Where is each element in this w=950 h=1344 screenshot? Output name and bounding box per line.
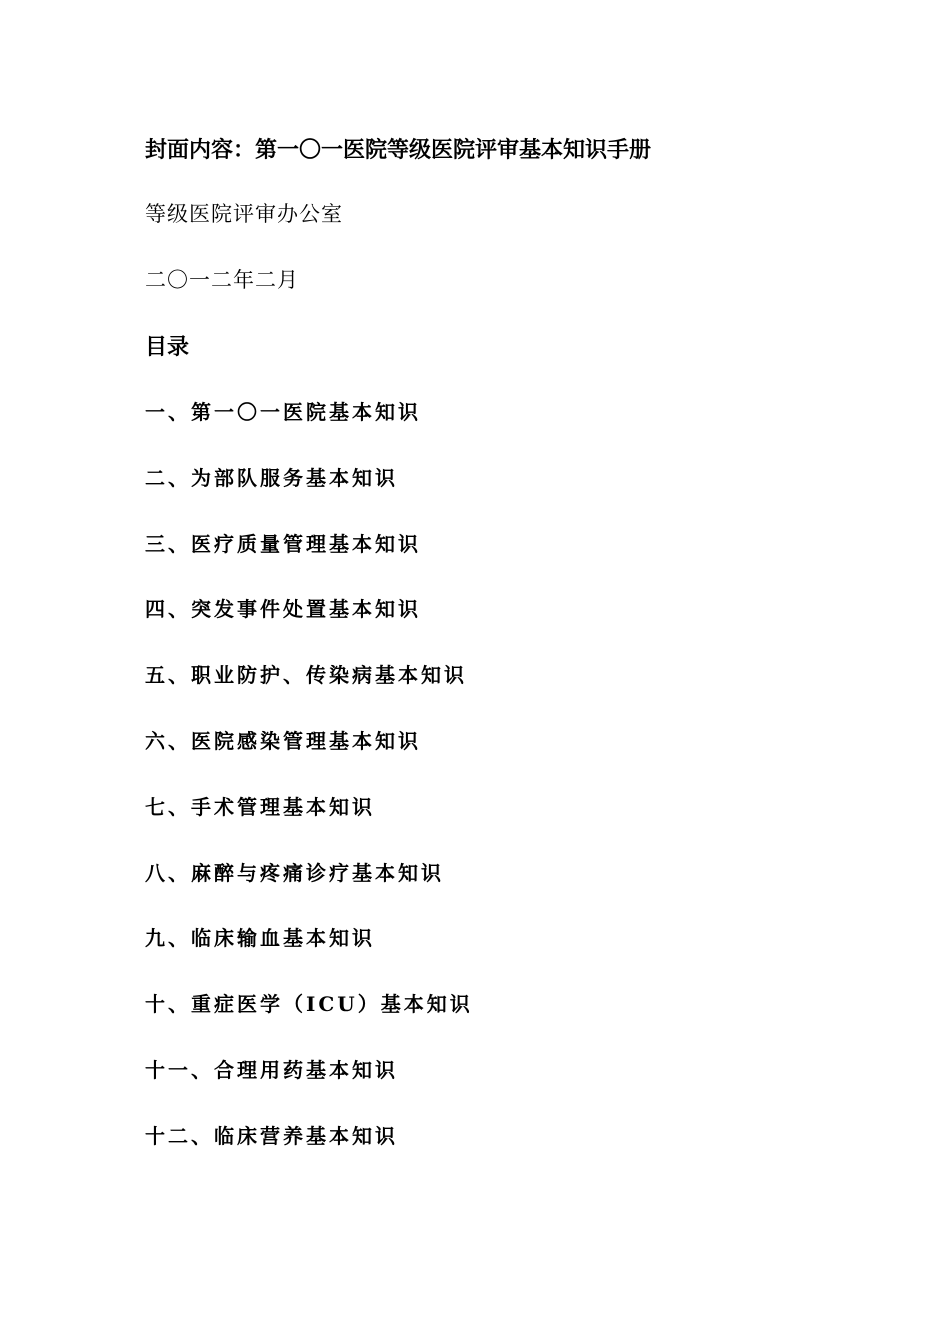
toc-list bbox=[145, 402, 473, 1192]
toc-item: 三、医疗质量管理基本知识 bbox=[145, 531, 421, 556]
cover-title: 封面内容：第一〇一医院等级医院评审基本知识手册 bbox=[145, 137, 652, 163]
toc-item: 十、重症医学（ICU）基本知识 bbox=[145, 992, 473, 1017]
cover-date: 二〇一二年二月 bbox=[145, 268, 299, 292]
toc-item: 五、职业防护、传染病基本知识 bbox=[145, 663, 467, 688]
toc-item: 六、医院感染管理基本知识 bbox=[145, 728, 421, 753]
toc-item: 九、临床输血基本知识 bbox=[145, 926, 375, 951]
toc-item: 四、突发事件处置基本知识 bbox=[145, 597, 421, 622]
toc-item: 一、第一〇一医院基本知识 bbox=[145, 400, 421, 424]
cover-organization: 等级医院评审办公室 bbox=[145, 202, 343, 226]
toc-heading: 目录 bbox=[145, 334, 190, 360]
toc-item: 七、手术管理基本知识 bbox=[145, 794, 375, 819]
toc-item: 十二、临床营养基本知识 bbox=[145, 1123, 398, 1148]
toc-item: 二、为部队服务基本知识 bbox=[145, 465, 398, 490]
toc-item: 八、麻醉与疼痛诊疗基本知识 bbox=[145, 860, 444, 885]
toc-item: 十一、合理用药基本知识 bbox=[145, 1057, 398, 1082]
